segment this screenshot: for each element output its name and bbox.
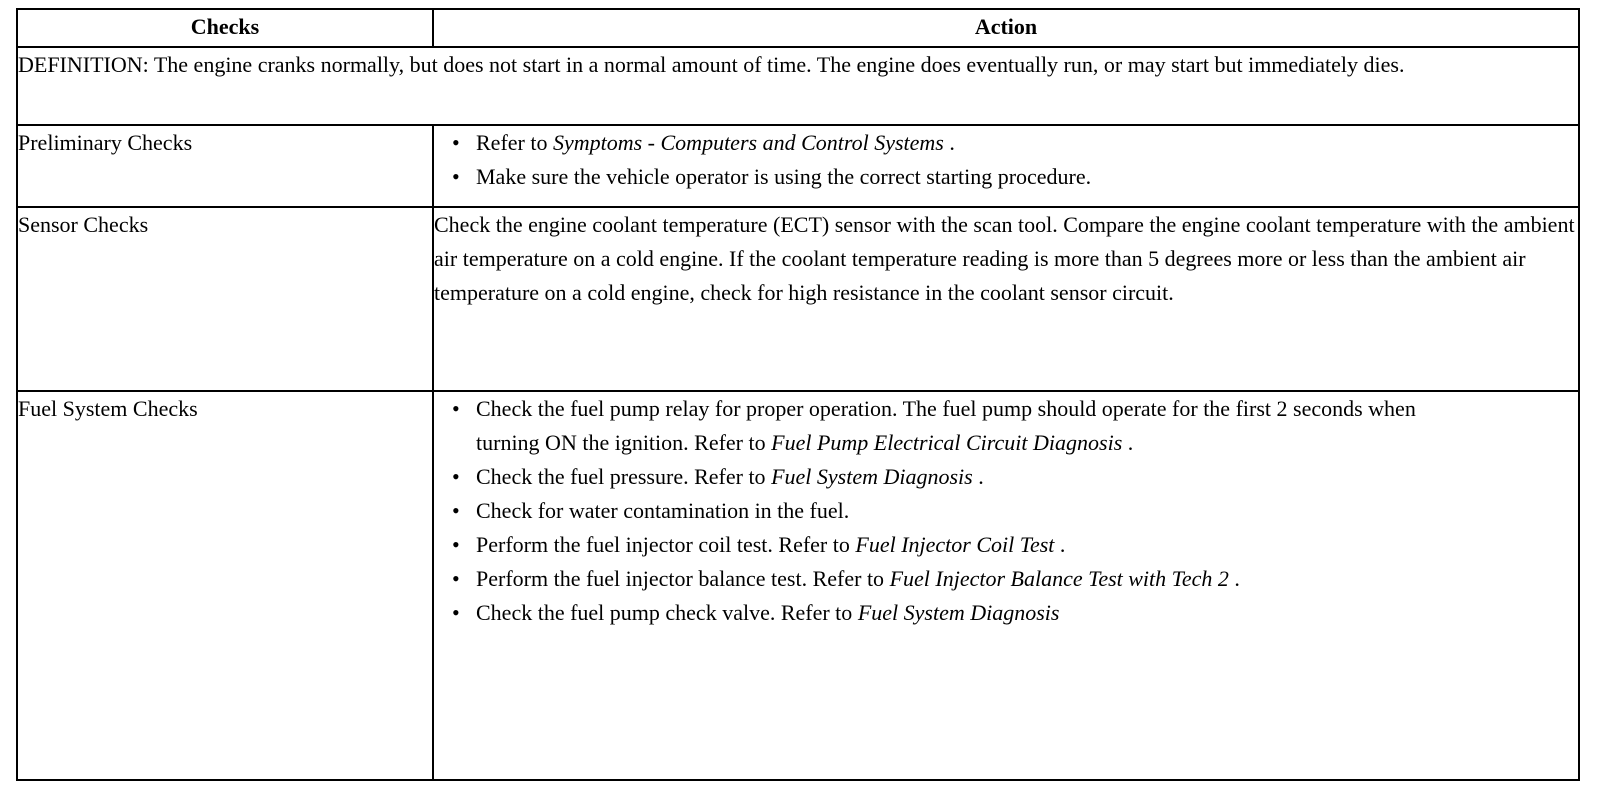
action-preliminary — [433, 125, 1579, 207]
reference-link[interactable]: Fuel System Diagnosis — [857, 600, 1060, 625]
check-label-fuel: Fuel System Checks — [17, 391, 433, 780]
check-label-sensor: Sensor Checks — [17, 207, 433, 391]
reference-link[interactable]: Fuel System Diagnosis — [771, 464, 973, 489]
action-fuel — [433, 391, 1579, 780]
reference-link[interactable]: Fuel Injector Coil Test — [855, 532, 1055, 557]
list-item: • Check the fuel pressure. Refer to Fuel System Diagnosis . — [434, 460, 1578, 494]
diagnostic-table — [16, 8, 1580, 781]
table-row — [17, 207, 1579, 391]
table-row — [17, 125, 1579, 207]
reference-link[interactable]: Fuel Pump Electrical Circuit Diagnosis — [771, 430, 1123, 455]
reference-link[interactable]: Fuel Injector Balance Test with Tech 2 — [889, 566, 1229, 591]
bullet-icon: • — [452, 396, 460, 421]
bullet-icon: • — [452, 498, 460, 523]
bullet-icon: • — [452, 600, 460, 625]
definition-row — [17, 47, 1579, 125]
list-item: • Check the fuel pump relay for proper operation. The fuel pump should operate for the first 2 seconds when turning ON the ignition. Refer to Fuel Pump Electrical Circuit Diagnosis . — [434, 392, 1578, 460]
header-checks: Checks — [17, 9, 433, 47]
bullet-icon: • — [452, 164, 460, 189]
reference-link[interactable]: Symptoms - Computers and Control Systems — [552, 130, 944, 155]
definition-text: DEFINITION: The engine cranks normally, but does not start in a normal amount of time. The engine does eventually run, or may start but immediately dies. — [17, 47, 1579, 125]
list-item: • Check for water contamination in the fuel. — [434, 494, 1578, 528]
check-label-preliminary: Preliminary Checks — [17, 125, 433, 207]
list-item: • Check the fuel pump check valve. Refer to Fuel System Diagnosis — [434, 596, 1578, 630]
bullet-icon: • — [452, 532, 460, 557]
action-sensor: Check the engine coolant temperature (ECT) sensor with the scan tool. Compare the engine coolant temperature with the ambient air temperature on a cold engine. If the coolant temperature reading is more than 5 degrees more or less than the ambient air temperature on a cold engine, check for high resistance in the coolant sensor circuit. — [433, 207, 1579, 391]
header-action: Action — [433, 9, 1579, 47]
list-item: • Perform the fuel injector balance test. Refer to Fuel Injector Balance Test with Tech 2 . — [434, 562, 1578, 596]
bullet-icon: • — [452, 130, 460, 155]
header-row — [17, 9, 1579, 47]
list-item: • Refer to Symptoms - Computers and Control Systems . — [434, 126, 1578, 160]
list-item: • Perform the fuel injector coil test. Refer to Fuel Injector Coil Test . — [434, 528, 1578, 562]
bullet-icon: • — [452, 464, 460, 489]
bullet-icon: • — [452, 566, 460, 591]
list-item: • Make sure the vehicle operator is using the correct starting procedure. — [434, 160, 1578, 194]
table-row — [17, 391, 1579, 780]
